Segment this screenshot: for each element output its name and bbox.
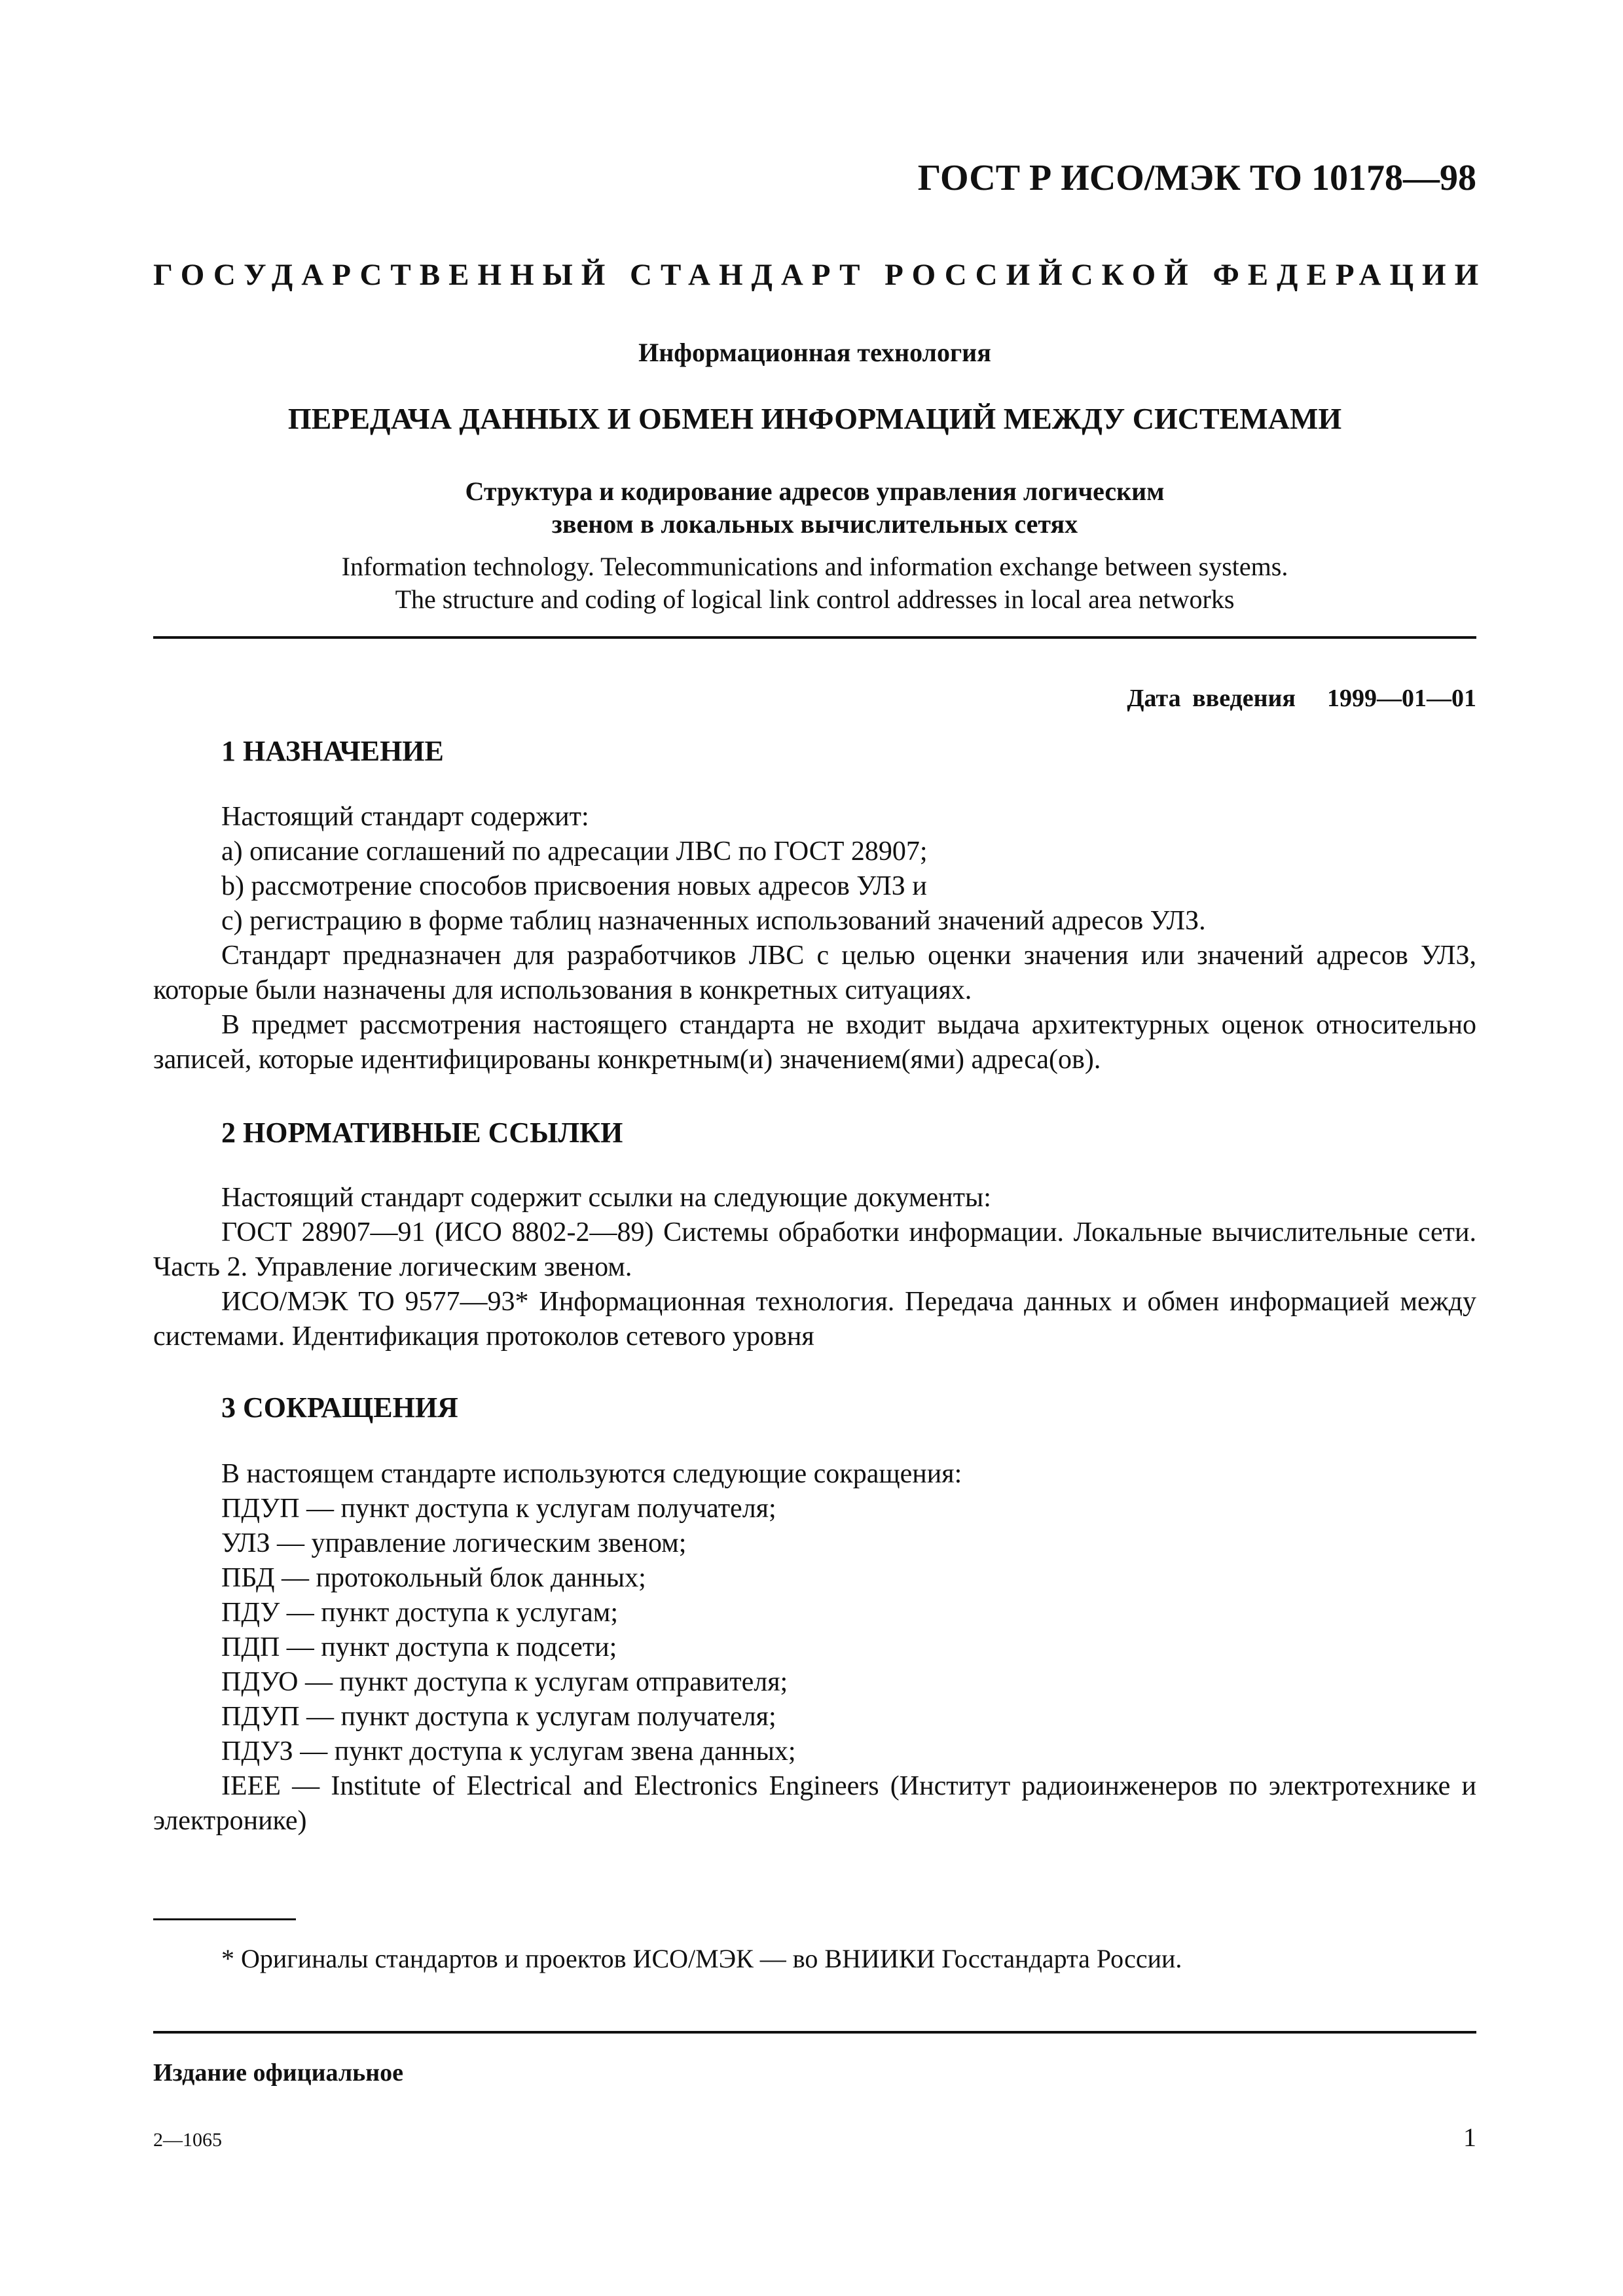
paragraph: b) рассмотрение способов присвоения новых адресов УЛЗ и bbox=[221, 871, 927, 901]
paragraph: ПДУП — пункт доступа к услугам получателя; bbox=[221, 1494, 776, 1524]
paragraph: ИСО/МЭК ТО 9577—93* Информационная технология. Передача данных и обмен информацией между системами. Идентификация протоколов сетевого уровня bbox=[153, 1287, 1476, 1352]
subtitle-line: Структура и кодирование адресов управления логическим bbox=[465, 476, 1165, 506]
section-heading: 3 СОКРАЩЕНИЯ bbox=[221, 1391, 458, 1424]
paragraph: ПДП — пункт доступа к подсети; bbox=[221, 1632, 617, 1662]
section-body bbox=[153, 800, 1476, 1077]
intro-date-label: Дата введения bbox=[1127, 685, 1296, 712]
paragraph: Стандарт предназначен для разработчиков ЛВС с целью оценки значения или значений адресов УЛЗ, которые были назначены для использования в конкретных ситуациях. bbox=[153, 941, 1476, 1005]
section-heading: 2 НОРМАТИВНЫЕ ССЫЛКИ bbox=[221, 1117, 623, 1149]
intro-date bbox=[1127, 684, 1476, 713]
section-body bbox=[153, 1181, 1476, 1354]
main-title: ПЕРЕДАЧА ДАННЫХ И ОБМЕН ИНФОРМАЦИЙ МЕЖДУ СИСТЕМАМИ bbox=[287, 402, 1342, 435]
paragraph: IEEE — Institute of Electrical and Electronics Engineers (Институт радиоинженеров по электротехнике и электронике) bbox=[153, 1771, 1476, 1836]
footnote: * Оригиналы стандартов и проектов ИСО/МЭК — во ВНИИКИ Госстандарта России. bbox=[221, 1944, 1182, 1973]
paragraph: ПДУП — пункт доступа к услугам получателя; bbox=[221, 1702, 776, 1732]
paragraph: В предмет рассмотрения настоящего стандарта не входит выдача архитектурных оценок относительно записей, которые идентифицированы конкретным(и) значением(ями) адреса(ов). bbox=[153, 1010, 1476, 1075]
sheet-code: 2—1065 bbox=[153, 2129, 222, 2151]
footnote-divider bbox=[153, 1918, 296, 1920]
paragraph: ПДУО — пункт доступа к услугам отправителя; bbox=[221, 1667, 788, 1697]
subtitle bbox=[153, 475, 1476, 541]
page-number: 1 bbox=[1463, 2123, 1476, 2152]
intro-date-value: 1999—01—01 bbox=[1327, 685, 1476, 712]
document-code: ГОСТ Р ИСО/МЭК ТО 10178—98 bbox=[917, 158, 1476, 198]
english-title-line: Information technology. Telecommunications and information exchange between systems. bbox=[341, 552, 1288, 581]
topic-title: Информационная технология bbox=[638, 338, 991, 367]
paragraph: Настоящий стандарт содержит: bbox=[221, 802, 589, 832]
paragraph: ПБД — протокольный блок данных; bbox=[221, 1563, 646, 1593]
paragraph: УЛЗ — управление логическим звеном; bbox=[221, 1528, 687, 1558]
paragraph: ГОСТ 28907—91 (ИСО 8802-2—89) Системы обработки информации. Локальные вычислительные сети. Часть 2. Управление логическим звеном. bbox=[153, 1217, 1476, 1282]
english-title-line: The structure and coding of logical link control addresses in local area networks bbox=[395, 584, 1235, 614]
paragraph: Настоящий стандарт содержит ссылки на следующие документы: bbox=[221, 1183, 991, 1213]
paragraph: В настоящем стандарте используются следующие сокращения: bbox=[221, 1459, 962, 1489]
paragraph: с) регистрацию в форме таблиц назначенных использований значений адресов УЛЗ. bbox=[221, 906, 1206, 936]
footer-divider bbox=[153, 2031, 1476, 2034]
paragraph: а) описание соглашений по адресации ЛВС по ГОСТ 28907; bbox=[221, 836, 928, 867]
paragraph: ПДУ — пункт доступа к услугам; bbox=[221, 1598, 618, 1628]
section-heading: 1 НАЗНАЧЕНИЕ bbox=[221, 735, 444, 767]
paragraph: ПДУЗ — пункт доступа к услугам звена данных; bbox=[221, 1736, 796, 1767]
header-divider bbox=[153, 636, 1476, 639]
english-title bbox=[153, 550, 1476, 616]
edition-label: Издание официальное bbox=[153, 2059, 404, 2087]
state-standard-heading: ГОСУДАРСТВЕННЫЙ СТАНДАРТ РОССИЙСКОЙ ФЕДЕРАЦИИ bbox=[153, 258, 1487, 292]
section-body bbox=[153, 1457, 1476, 1839]
subtitle-line: звеном в локальных вычислительных сетях bbox=[551, 509, 1078, 539]
